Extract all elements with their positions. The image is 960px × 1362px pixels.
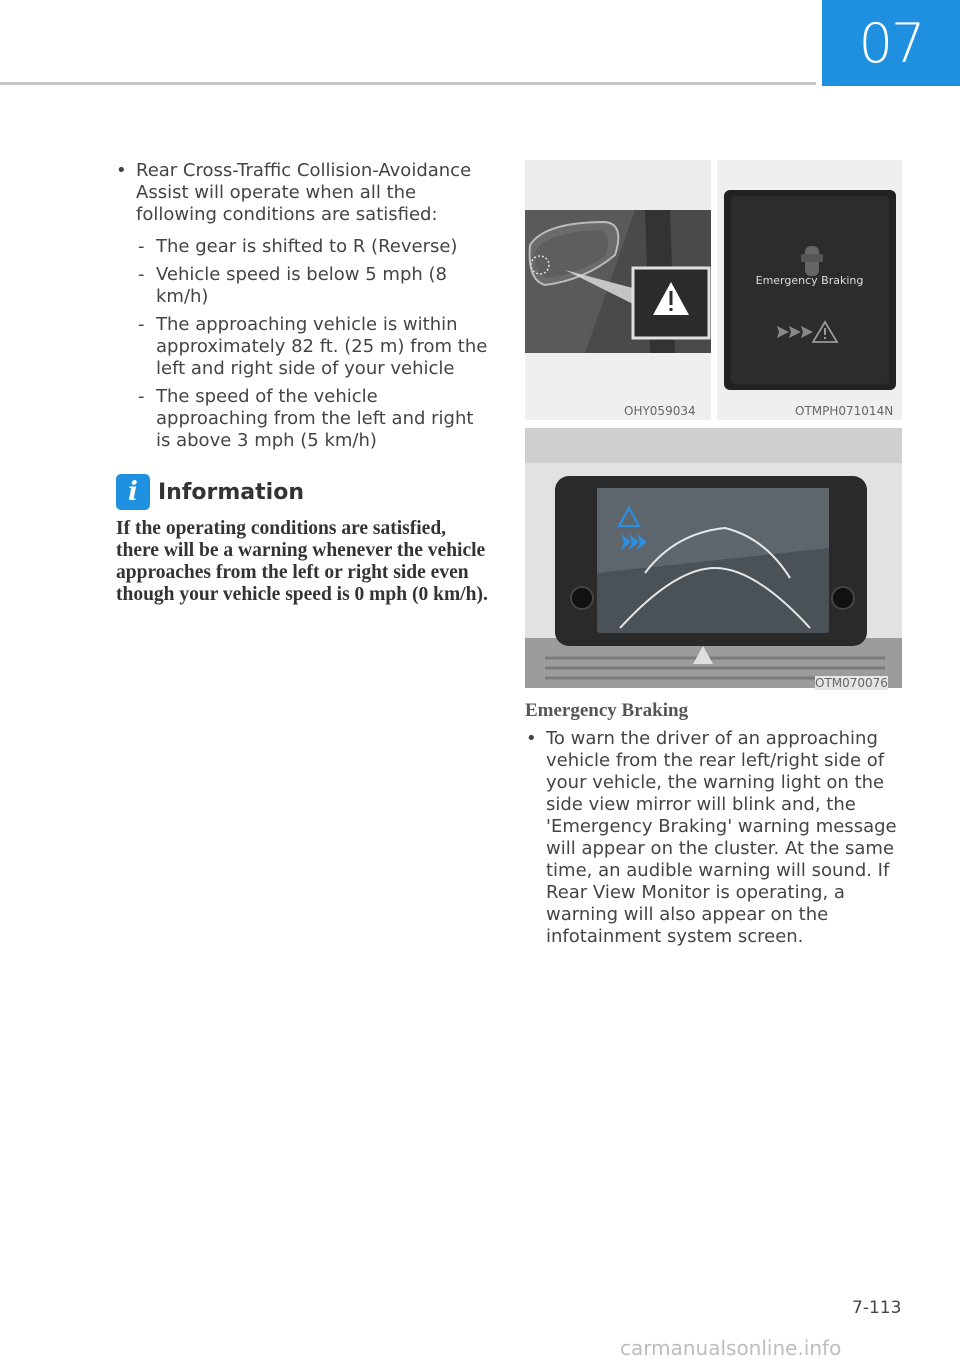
infotainment-illustration <box>525 428 902 688</box>
cluster-figure <box>717 160 902 420</box>
mirror-figure <box>525 160 711 420</box>
information-icon-letter: i <box>128 477 138 507</box>
dash-mark: - <box>138 264 145 285</box>
left-column <box>116 160 490 458</box>
header-rule <box>0 82 816 85</box>
emergency-braking-bullet: • To warn the driver of an approaching vehicle from the rear left/right side of your vehicle, the warning light on the side view mirror will blink and, the 'Emergency Braking' warning message will appear on the cluster. At the same time, an audible warning will sound. If Rear View Monitor is operating, a warning will also appear on the infotainment system screen. <box>526 728 906 948</box>
condition-item <box>116 264 490 308</box>
infotainment-figure <box>525 428 902 688</box>
infotainment-caption: OTM070076 <box>815 676 888 690</box>
side-mirror-illustration <box>525 160 711 420</box>
cluster-illustration <box>717 160 902 420</box>
condition-text: The approaching vehicle is within approximately 82 ft. (25 m) from the left and right side of your vehicle <box>156 314 488 379</box>
mirror-caption: OHY059034 <box>624 404 696 418</box>
information-heading <box>116 474 304 510</box>
condition-item <box>116 236 490 258</box>
chapter-number: 07 <box>858 11 924 75</box>
watermark: carmanualsonline.info <box>620 1336 842 1360</box>
condition-item <box>116 314 490 380</box>
dash-mark: - <box>138 236 145 257</box>
cluster-message: Emergency Braking <box>755 274 864 287</box>
condition-text: The gear is shifted to R (Reverse) <box>156 236 458 257</box>
information-body: If the operating conditions are satisfied, there will be a warning whenever the vehicle approaches from the left or right side even though your vehicle speed is 0 mph (0 km/h). <box>116 518 488 605</box>
conditions-list <box>116 236 490 452</box>
cluster-caption: OTMPH071014N <box>795 404 894 418</box>
information-title: Information <box>158 479 304 505</box>
condition-item <box>116 386 490 452</box>
dash-mark: - <box>138 386 145 407</box>
page-number: 7-113 <box>852 1298 902 1318</box>
condition-text: Vehicle speed is below 5 mph (8 km/h) <box>156 264 447 307</box>
emergency-braking-section <box>526 728 906 948</box>
conditions-bullet: • Rear Cross-Traffic Collision-Avoidance Assist will operate when all the following conditions are satisfied: <box>116 160 490 226</box>
section-heading: Emergency Braking <box>525 700 689 721</box>
dash-mark: - <box>138 314 145 335</box>
chapter-tab <box>822 0 960 86</box>
information-icon <box>116 474 150 510</box>
condition-text: The speed of the vehicle approaching from the left and right is above 3 mph (5 km/h) <box>156 386 474 451</box>
